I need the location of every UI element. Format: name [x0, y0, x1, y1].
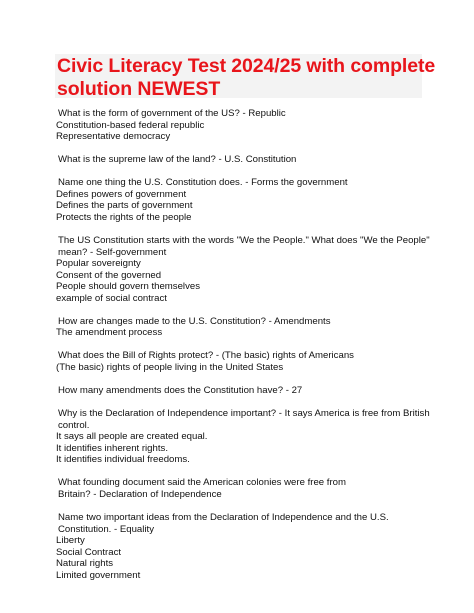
inline-answer: Forms the government [251, 177, 348, 189]
qa-item [56, 316, 434, 339]
inline-answer: Equality [119, 523, 154, 535]
question-text: What founding document said the American colonies were free from Britain? [58, 477, 349, 500]
question-text: How many amendments does the Constitution have? [58, 385, 284, 397]
answer-line: Defines the parts of government [56, 200, 193, 212]
question-text: The US Constitution starts with the words "We the People." What does "We the People" mean? [58, 234, 433, 258]
inline-answer: It says America is free from British control. [58, 408, 433, 431]
question-line: Why is the Declaration of Independence important? - It says America is free from British control. [58, 408, 433, 431]
question-line: The US Constitution starts with the words "We the People." What does "We the People" mean? - Self-government [58, 234, 433, 258]
answer-line: example of social contract [56, 292, 167, 304]
answer-line: Defines powers of government [56, 188, 187, 200]
answer-line: It identifies individual freedoms. [56, 454, 190, 466]
question-text: Name one thing the U.S. Constitution does. [58, 177, 243, 189]
qa-item [56, 177, 434, 223]
question-line: What is the form of government of the US? - Republic [58, 108, 286, 119]
answer-line: It says all people are created equal. [56, 431, 208, 443]
answer-line: Representative democracy [56, 131, 171, 143]
qa-item [56, 154, 434, 166]
inline-answer: Amendments [273, 315, 331, 327]
answer-line: Limited government [56, 569, 141, 581]
question-text: How are changes made to the U.S. Constitution? [58, 315, 266, 327]
question-text: What is the form of government of the US? [58, 108, 240, 119]
question-line: What founding document said the American colonies were free from Britain? - Declaration of Independence [58, 477, 349, 500]
answer-line: Liberty [56, 535, 85, 547]
document-title: Civic Literacy Test 2024/25 with complete solution NEWEST [57, 55, 436, 100]
question-line: Name one thing the U.S. Constitution does. - Forms the government [58, 177, 348, 189]
answer-line: It identifies inherent rights. [56, 442, 168, 454]
qa-item [56, 408, 434, 466]
answer-line: Popular sovereignty [56, 258, 141, 270]
inline-answer: (The basic) rights of Americans [221, 350, 354, 362]
qa-item [56, 350, 434, 373]
answer-line: Protects the rights of the people [56, 211, 192, 223]
inline-answer: 27 [291, 385, 303, 397]
answer-line: Consent of the governed [56, 269, 162, 281]
question-text: What does the Bill of Rights protect? [58, 350, 214, 362]
inline-answer: Republic [248, 108, 286, 119]
question-text: Name two important ideas from the Declaration of Independence and the U.S. Constitution. [58, 511, 392, 535]
question-line: How are changes made to the U.S. Constitution? - Amendments [58, 315, 331, 327]
inline-answer: Declaration of Independence [99, 488, 222, 500]
qa-item [56, 235, 434, 305]
qa-item [56, 512, 434, 582]
qa-item [56, 108, 434, 143]
answer-line: Natural rights [56, 558, 114, 570]
inline-answer: U.S. Constitution [224, 154, 297, 166]
answer-line: Social Contract [56, 546, 122, 558]
answer-line: Constitution-based federal republic [56, 119, 205, 131]
question-line: Name two important ideas from the Declaration of Independence and the U.S. Constitution. - Equality [58, 511, 392, 535]
inline-answer: Self-government [95, 246, 167, 258]
answer-line: People should govern themselves [56, 281, 200, 293]
qa-item [56, 385, 434, 397]
question-line: How many amendments does the Constitution have? - 27 [58, 385, 303, 397]
question-text: Why is the Declaration of Independence important? [58, 408, 277, 420]
answer-line: (The basic) rights of people living in the United States [56, 362, 284, 374]
answer-line: The amendment process [56, 327, 163, 339]
qa-list [56, 108, 434, 593]
question-line: What does the Bill of Rights protect? - (The basic) rights of Americans [58, 350, 354, 362]
qa-item [56, 477, 434, 500]
question-line: What is the supreme law of the land? - U.S. Constitution [58, 154, 297, 166]
question-text: What is the supreme law of the land? [58, 154, 216, 166]
